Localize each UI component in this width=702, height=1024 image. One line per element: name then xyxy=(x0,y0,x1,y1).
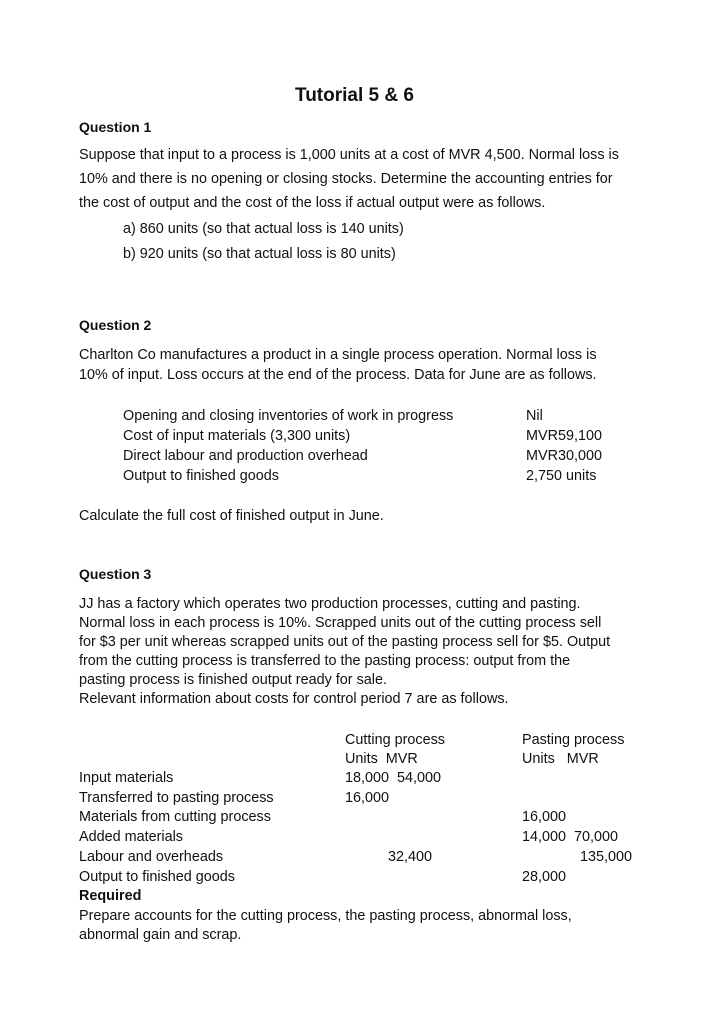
cut-mvr-cell: 54,000 xyxy=(397,770,442,786)
q1-text-line: Suppose that input to a process is 1,000 units at a cost of MVR 4,500. Normal loss is xyxy=(79,147,619,163)
q3-text-line: pasting process is finished output ready for sale. xyxy=(79,672,387,688)
q3-row-label: Added materials xyxy=(79,829,183,845)
q3-text-line: Normal loss in each process is 10%. Scrapped units out of the cutting process sell xyxy=(79,615,602,631)
q2-table-label: Cost of input materials (3,300 units) xyxy=(123,428,351,444)
paste-mvr-cell: 135,000 xyxy=(580,849,633,865)
q2-table-label: Opening and closing inventories of work in progress xyxy=(123,408,454,424)
q3-text-line: from the cutting process is transferred to the pasting process: output from the xyxy=(79,653,571,669)
q3-row-label: Transferred to pasting process xyxy=(79,790,274,806)
q2-table-label: Output to finished goods xyxy=(123,468,280,484)
question-2-heading: Question 2 xyxy=(79,317,152,333)
q3-row-label: Materials from cutting process xyxy=(79,809,271,825)
required-text-line: Prepare accounts for the cutting process, the pasting process, abnormal loss, xyxy=(79,908,572,924)
required-text-line: abnormal gain and scrap. xyxy=(79,927,242,943)
q1-text-line: the cost of output and the cost of the loss if actual output were as follows. xyxy=(79,195,546,211)
q2-table-value: Nil xyxy=(526,408,543,424)
q3-row-label: Labour and overheads xyxy=(79,849,224,865)
paste-units-cell: 16,000 xyxy=(522,809,567,825)
q1-option-b: b) 920 units (so that actual loss is 80 units) xyxy=(123,246,396,262)
q3-text-line: Relevant information about costs for control period 7 are as follows. xyxy=(79,691,509,707)
cut-units-cell: 16,000 xyxy=(345,790,390,806)
q2-closing-text: Calculate the full cost of finished output in June. xyxy=(79,508,384,524)
page-title: Tutorial 5 & 6 xyxy=(295,85,414,106)
q2-text-line: Charlton Co manufactures a product in a single process operation. Normal loss is xyxy=(79,347,597,363)
paste-mvr-cell: 70,000 xyxy=(574,829,619,845)
cutting-process-subheader: Units MVR xyxy=(345,751,418,767)
paste-units-cell: 14,000 xyxy=(522,829,567,845)
q2-text-line: 10% of input. Loss occurs at the end of the process. Data for June are as follows. xyxy=(79,367,597,383)
q2-table-label: Direct labour and production overhead xyxy=(123,448,368,464)
cut-mvr-cell: 32,400 xyxy=(388,849,433,865)
question-1-heading: Question 1 xyxy=(79,119,152,135)
q3-row-label: Input materials xyxy=(79,770,174,786)
q1-text-line: 10% and there is no opening or closing stocks. Determine the accounting entries for xyxy=(79,171,613,187)
q1-option-a: a) 860 units (so that actual loss is 140 units) xyxy=(123,221,404,237)
q3-row-label: Output to finished goods xyxy=(79,869,236,885)
q2-table-value: 2,750 units xyxy=(526,468,597,484)
q2-table-value: MVR59,100 xyxy=(526,428,602,444)
cut-units-cell: 18,000 xyxy=(345,770,390,786)
required-heading: Required xyxy=(79,888,142,904)
pasting-process-header: Pasting process xyxy=(522,732,625,748)
paste-units-cell: 28,000 xyxy=(522,869,567,885)
pasting-process-subheader: Units MVR xyxy=(522,751,599,767)
q3-text-line: JJ has a factory which operates two production processes, cutting and pasting. xyxy=(79,596,581,612)
question-3-heading: Question 3 xyxy=(79,566,152,582)
q2-table-value: MVR30,000 xyxy=(526,448,602,464)
q3-text-line: for $3 per unit whereas scrapped units out of the pasting process sell for $5. Output xyxy=(79,634,611,650)
cutting-process-header: Cutting process xyxy=(345,732,445,748)
